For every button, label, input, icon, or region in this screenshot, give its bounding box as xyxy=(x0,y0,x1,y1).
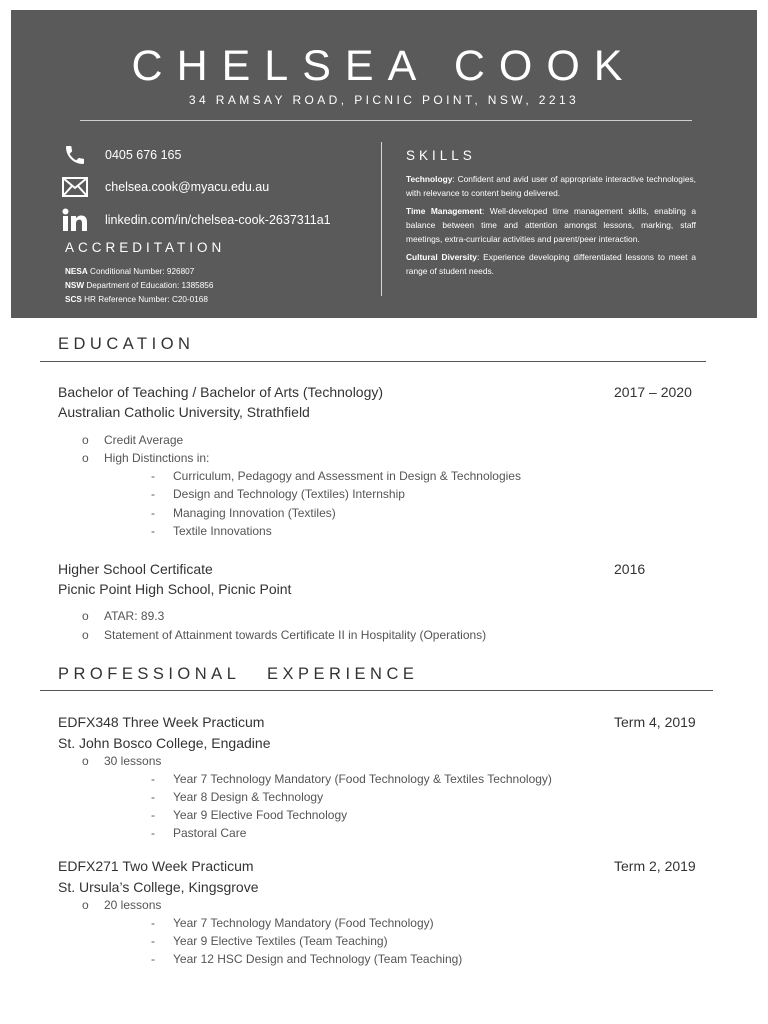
skill-item: Time Management: Well-developed time management skills, enabling a balance between time and attention amongst lessons, marking, staff meetings, extra-curricular activities and parent/peer interaction. xyxy=(406,206,696,244)
linkedin-icon xyxy=(61,209,89,231)
education-institution: Picnic Point High School, Picnic Point xyxy=(58,581,292,597)
candidate-name: CHELSEA COOK xyxy=(131,42,637,90)
education-date: 2016 xyxy=(614,561,646,577)
experience-bullet: o 20 lessons xyxy=(82,898,162,912)
accreditation-heading: ACCREDITATION xyxy=(65,240,226,255)
experience-sub-bullet: - Year 9 Elective Textiles (Team Teaching) xyxy=(151,934,388,948)
education-heading: EDUCATION xyxy=(58,335,195,353)
email-address[interactable]: chelsea.cook@myacu.edu.au xyxy=(105,180,270,194)
experience-heading: PROFESSIONAL EXPERIENCE xyxy=(58,665,419,683)
skills-heading: SKILLS xyxy=(406,148,476,163)
experience-sub-bullet: - Year 7 Technology Mandatory (Food Technology & Textiles Technology) xyxy=(151,772,552,786)
education-bullet: o ATAR: 89.3 xyxy=(82,609,165,623)
experience-place: St. John Bosco College, Engadine xyxy=(58,735,271,751)
experience-role: EDFX271 Two Week Practicum xyxy=(58,858,254,874)
phone-icon xyxy=(61,144,89,166)
education-rule xyxy=(40,361,706,362)
education-degree: Bachelor of Teaching / Bachelor of Arts (Technology) xyxy=(58,384,384,400)
experience-bullet: o 30 lessons xyxy=(82,754,162,768)
resume-header xyxy=(11,10,757,318)
skill-item: Technology: Confident and avid user of appropriate interactive technologies, with relevance to content being delivered. xyxy=(406,174,696,198)
accreditation-item: NSW Department of Education: 1385856 xyxy=(65,281,214,290)
skills-list xyxy=(406,172,696,282)
education-sub-bullet: - Textile Innovations xyxy=(151,524,272,538)
envelope-icon xyxy=(61,176,89,198)
phone-number: 0405 676 165 xyxy=(105,148,182,162)
experience-sub-bullet: - Year 9 Elective Food Technology xyxy=(151,808,348,822)
education-sub-bullet: - Curriculum, Pedagogy and Assessment in Design & Technologies xyxy=(151,469,521,483)
experience-rule xyxy=(40,690,713,691)
contact-phone xyxy=(61,144,181,166)
experience-role: EDFX348 Three Week Practicum xyxy=(58,714,265,730)
skill-item: Cultural Diversity: Experience developing differentiated lessons to meet a range of student needs. xyxy=(406,252,696,276)
linkedin-url[interactable]: linkedin.com/in/chelsea-cook-2637311a1 xyxy=(105,213,331,227)
header-column-divider xyxy=(381,142,382,296)
experience-sub-bullet: - Year 8 Design & Technology xyxy=(151,790,324,804)
education-bullet: o High Distinctions in: xyxy=(82,451,210,465)
contact-email xyxy=(61,176,269,198)
education-bullet: o Credit Average xyxy=(82,433,184,447)
education-institution: Australian Catholic University, Strathfield xyxy=(58,404,310,420)
experience-place: St. Ursula’s College, Kingsgrove xyxy=(58,879,259,895)
accreditation-item: NESA Conditional Number: 926807 xyxy=(65,267,195,276)
accreditation-item: SCS HR Reference Number: C20-0168 xyxy=(65,295,208,304)
education-degree: Higher School Certificate xyxy=(58,561,213,577)
header-divider xyxy=(80,120,692,121)
experience-date: Term 4, 2019 xyxy=(614,714,696,730)
experience-date: Term 2, 2019 xyxy=(614,858,696,874)
education-sub-bullet: - Design and Technology (Textiles) Internship xyxy=(151,487,405,501)
contact-linkedin xyxy=(61,209,331,231)
candidate-address: 34 RAMSAY ROAD, PICNIC POINT, NSW, 2213 xyxy=(188,93,580,107)
experience-sub-bullet: - Year 7 Technology Mandatory (Food Technology) xyxy=(151,916,434,930)
experience-sub-bullet: - Pastoral Care xyxy=(151,826,247,840)
experience-sub-bullet: - Year 12 HSC Design and Technology (Team Teaching) xyxy=(151,952,463,966)
education-sub-bullet: - Managing Innovation (Textiles) xyxy=(151,506,336,520)
education-date: 2017 – 2020 xyxy=(614,384,692,400)
education-bullet: o Statement of Attainment towards Certificate II in Hospitality (Operations) xyxy=(82,628,487,642)
